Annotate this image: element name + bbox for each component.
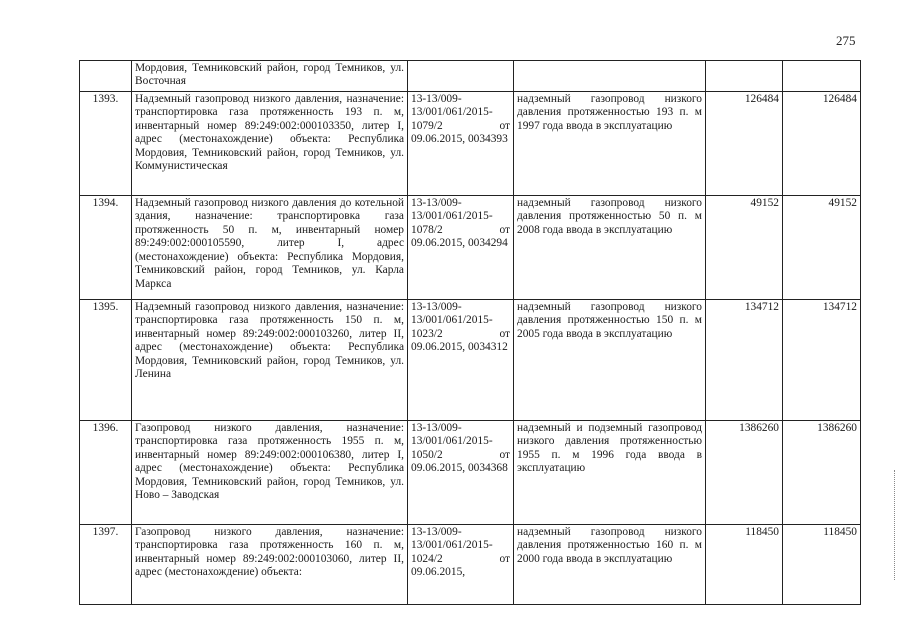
object-description: Газопровод низкого давления, назначение: транспортировка газа протяженность 1955 п. м, инвентарный номер 89:249:002:000106380, литер I, адрес (местонахождение) объекта: Республика Мордовия, Темниковский район, город Темников, ул. Ново – Заводская	[132, 420, 408, 524]
object-characteristics: надземный газопровод низкого давления протяженностью 150 п. м 2005 года ввода в эксплуатацию	[514, 299, 706, 420]
book-value	[706, 61, 783, 92]
table-row	[80, 61, 861, 92]
object-description: Надземный газопровод низкого давления, назначение: транспортировка газа протяженность 193 п. м, инвентарный номер 89:249:002:000103350, литер I, адрес (местонахождение) объекта: Республика Мордовия, Темниковский район, город Темников, ул. Коммунистическая	[132, 91, 408, 195]
table-row	[80, 420, 861, 524]
object-characteristics: надземный газопровод низкого давления протяженностью 193 п. м 1997 года ввода в эксплуатацию	[514, 91, 706, 195]
scan-edge-marks	[894, 470, 898, 580]
residual-value: 49152	[783, 195, 861, 299]
book-value: 1386260	[706, 420, 783, 524]
table-row	[80, 91, 861, 195]
row-number: 1394.	[80, 195, 132, 299]
table-row	[80, 524, 861, 604]
registration-record: 13-13/009-13/001/061/2015-1023/2 от 09.06.2015, 0034312	[408, 299, 514, 420]
book-value: 49152	[706, 195, 783, 299]
table-row	[80, 299, 861, 420]
object-description: Надземный газопровод низкого давления до котельной здания, назначение: транспортировка газа протяженность 50 п. м, инвентарный номер 89:249:002:000105590, литер I, адрес (местонахождение) объекта: Республика Мордовия, Темниковский район, город Темников, ул. Карла Маркса	[132, 195, 408, 299]
book-value: 134712	[706, 299, 783, 420]
registration-record: 13-13/009-13/001/061/2015-1079/2 от 09.06.2015, 0034393	[408, 91, 514, 195]
row-number: 1397.	[80, 524, 132, 604]
row-number: 1395.	[80, 299, 132, 420]
registration-record	[408, 61, 514, 92]
object-description: Мордовия, Темниковский район, город Темников, ул. Восточная	[132, 61, 408, 92]
object-description: Газопровод низкого давления, назначение: транспортировка газа протяженность 160 п. м, инвентарный номер 89:249:002:000103060, литер II, адрес (местонахождение) объекта:	[132, 524, 408, 604]
object-characteristics: надземный газопровод низкого давления протяженностью 160 п. м 2000 года ввода в эксплуатацию	[514, 524, 706, 604]
registration-record: 13-13/009-13/001/061/2015-1078/2 от 09.06.2015, 0034294	[408, 195, 514, 299]
residual-value: 126484	[783, 91, 861, 195]
residual-value	[783, 61, 861, 92]
object-characteristics: надземный и подземный газопровод низкого давления протяженностью 1955 п. м 1996 года ввода в эксплуатацию	[514, 420, 706, 524]
residual-value: 118450	[783, 524, 861, 604]
row-number: 1393.	[80, 91, 132, 195]
property-register-table	[79, 60, 861, 605]
object-characteristics	[514, 61, 706, 92]
object-characteristics: надземный газопровод низкого давления протяженностью 50 п. м 2008 года ввода в эксплуатацию	[514, 195, 706, 299]
book-value: 118450	[706, 524, 783, 604]
row-number: 1396.	[80, 420, 132, 524]
residual-value: 134712	[783, 299, 861, 420]
page-number: 275	[836, 33, 856, 48]
residual-value: 1386260	[783, 420, 861, 524]
registration-record: 13-13/009-13/001/061/2015-1024/2 от 09.06.2015,	[408, 524, 514, 604]
row-number	[80, 61, 132, 92]
registration-record: 13-13/009-13/001/061/2015-1050/2 от 09.06.2015, 0034368	[408, 420, 514, 524]
table-row	[80, 195, 861, 299]
book-value: 126484	[706, 91, 783, 195]
object-description: Надземный газопровод низкого давления, назначение: транспортировка газа протяженность 150 п. м, инвентарный номер 89:249:002:000103260, литер II, адрес (местонахождение) объекта: Республика Мордовия, Темниковский район, город Темников, ул. Ленина	[132, 299, 408, 420]
